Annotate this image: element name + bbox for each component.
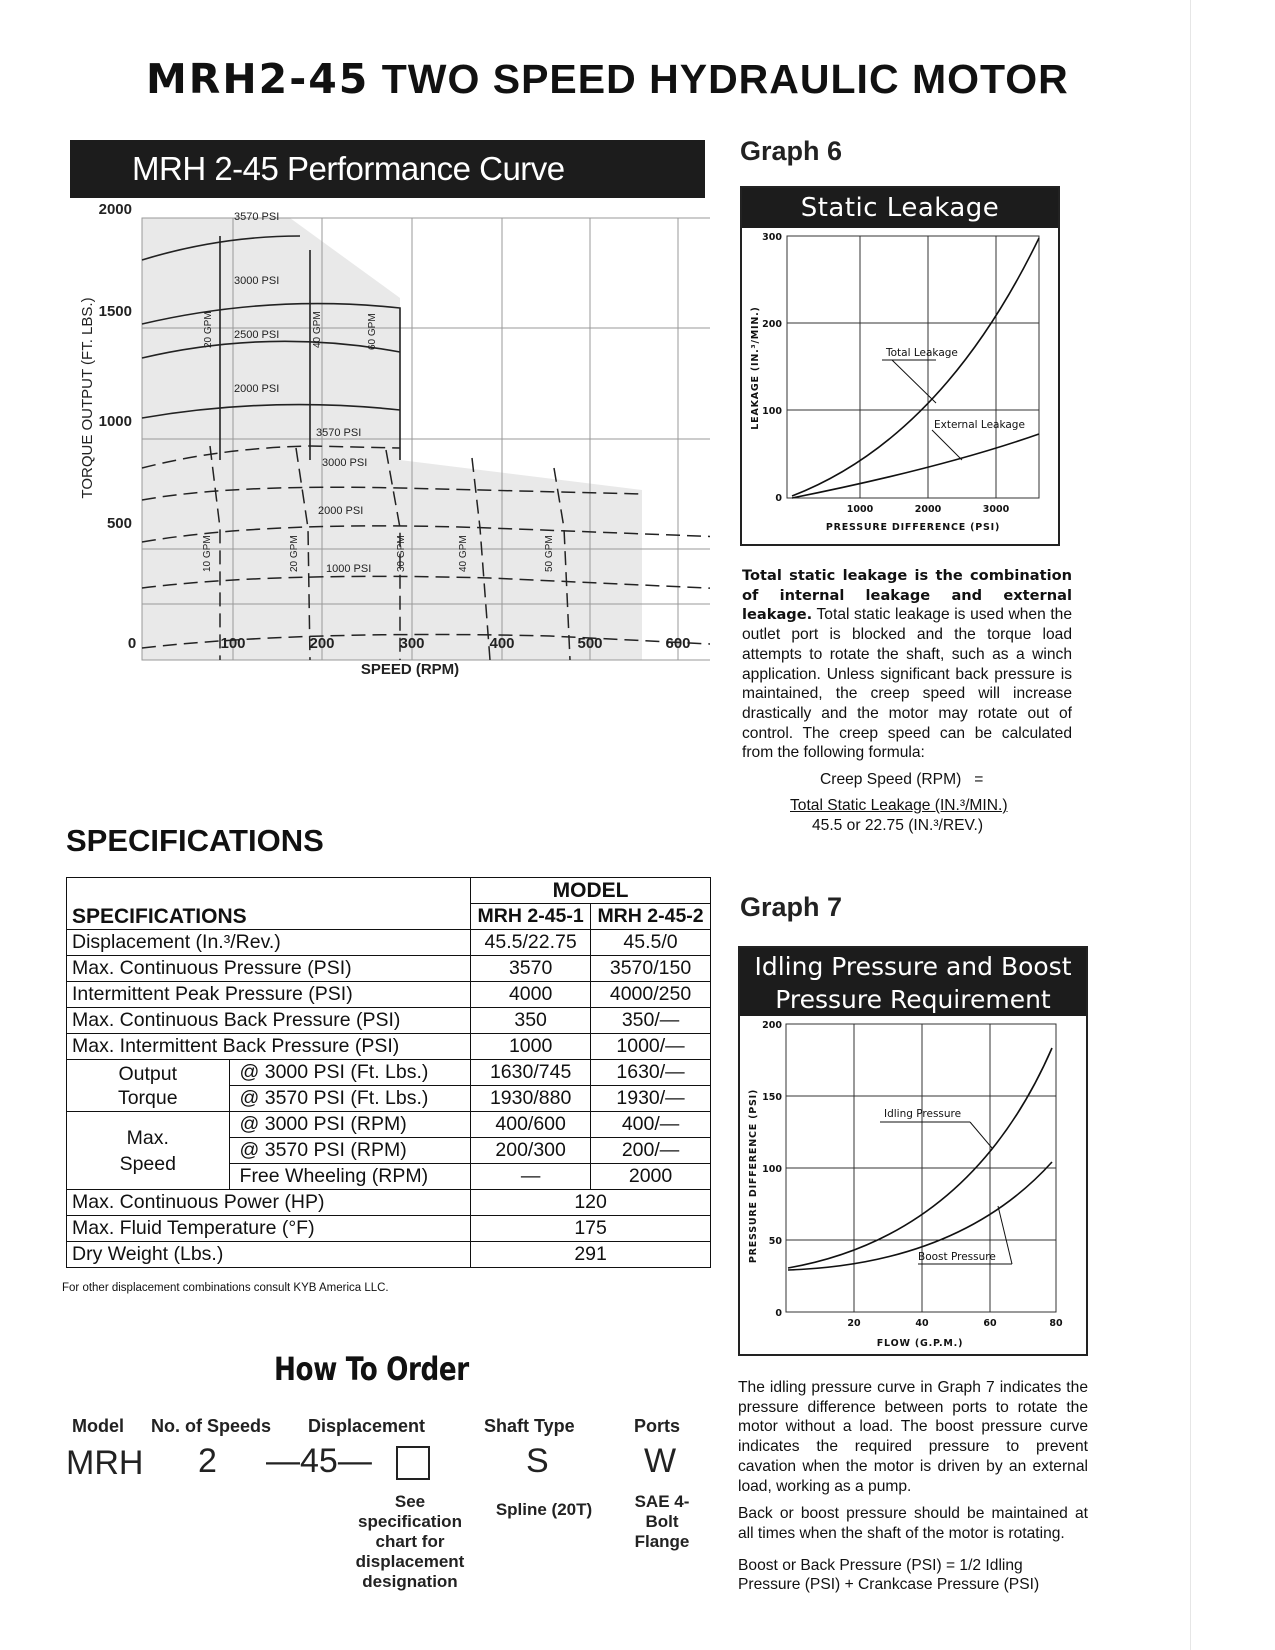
row-v2: 1630/— [591,1060,711,1086]
output-torque-group [67,1060,230,1112]
row-v1: 3570 [471,956,591,982]
g7-y-label: PRESSURE DIFFERENCE (PSI) [748,1088,759,1264]
creep-formula-lhs: Creep Speed (RPM) = [820,771,984,788]
graph7-banner-line1: Idling Pressure and Boost [754,952,1072,981]
row-v1: 1630/745 [471,1060,591,1086]
y-axis-label: TORQUE OUTPUT (FT. LBS.) [79,297,96,499]
graph6-banner [742,188,1058,228]
graph6-label: Graph 6 [740,136,843,166]
graph7-banner [740,948,1086,1016]
y-tick-1000: 1000 [98,413,132,430]
g7-y-50: 50 [768,1236,782,1247]
x-axis-label: SPEED (RPM) [360,661,460,678]
output-torque-label: Output Torque [117,1062,178,1109]
order-speeds-value: 2 [198,1442,217,1480]
table-row [67,1008,711,1034]
table-row [67,956,711,982]
row-label: Max. Intermittent Back Pressure (PSI) [67,1034,471,1060]
order-displacement-value: —45— [266,1442,372,1480]
page-edge-line [1190,0,1191,1650]
spec-col-header-cell [67,878,471,930]
row-label: Intermittent Peak Pressure (PSI) [67,982,471,1008]
table-row [67,1242,711,1268]
ports-note: SAE 4-Bolt Flange [634,1492,690,1551]
x-tick-100: 100 [220,635,246,652]
graph7-banner-line2: Pressure Requirement [775,985,1051,1014]
row-v2: 350/— [591,1008,711,1034]
g6-y-200: 200 [762,319,782,330]
g6-y-100: 100 [762,406,782,417]
gpm-40-lower: 40 GPM [458,535,469,572]
order-label-displacement: Displacement [308,1416,426,1436]
row-label: @ 3570 PSI (Ft. Lbs.) [229,1086,471,1112]
external-leakage-label: External Leakage [934,419,1025,431]
boost-pressure-label: Boost Pressure [918,1251,996,1263]
row-label: Max. Continuous Back Pressure (PSI) [67,1008,471,1034]
x-tick-500: 500 [577,635,603,652]
row-v2: 200/— [591,1138,711,1164]
table-row [67,1216,711,1242]
g7-y-200: 200 [762,1020,782,1031]
psi-2500-upper: 2500 PSI [234,329,280,341]
page-title [146,55,1069,103]
order-shaft-value: S [526,1442,549,1480]
row-v2: 1930/— [591,1086,711,1112]
row-label: @ 3570 PSI (RPM) [229,1138,471,1164]
graph7-y-ticks [762,1020,782,1319]
row-v2: 45.5/0 [591,930,711,956]
row-label: @ 3000 PSI (RPM) [229,1112,471,1138]
displacement-note: See specification chart for displacement designation [355,1492,465,1591]
idling-pressure-label: Idling Pressure [884,1108,962,1120]
leakage-body: Total static leakage is used when the outlet port is blocked and the torque load attempts to rotate the shaft, such as a winch application. Unless significant back pressure is maintained, the creep speed will increase drastically and the motor may rotate out of control. The creep speed can be calculated from the following formula: [742,606,1072,762]
graph7-frame [738,946,1088,1356]
row-label: Dry Weight (Lbs.) [67,1242,471,1268]
order-label-ports: Ports [634,1416,681,1436]
row-label: Displacement (In.³/Rev.) [67,930,471,956]
row-value: 175 [471,1216,711,1242]
order-label-speeds: No. of Speeds [151,1416,272,1436]
g7-y-100: 100 [762,1164,782,1175]
title-text: TWO SPEED HYDRAULIC MOTOR [381,56,1069,102]
idling-paragraph-2: Back or boost pressure should be maintained at all times when the shaft of the motor is rotating. [738,1505,1088,1542]
graph7-label: Graph 7 [740,892,843,922]
performance-curve-title: MRH 2-45 Performance Curve [132,150,565,187]
x-tick-400: 400 [489,635,515,652]
psi-2000-upper: 2000 PSI [234,383,280,395]
total-leakage-curve [792,238,1039,496]
row-label: @ 3000 PSI (Ft. Lbs.) [229,1060,471,1086]
gpm-40-upper: 40 GPM [312,311,323,348]
specifications-heading: SPECIFICATIONS [66,823,324,858]
row-v1: 45.5/22.75 [471,930,591,956]
row-v2: 1000/— [591,1034,711,1060]
row-label: Free Wheeling (RPM) [229,1164,471,1190]
row-v2: 4000/250 [591,982,711,1008]
table-row [67,1034,711,1060]
idling-description [738,1378,1088,1595]
specifications-table [66,877,711,1268]
row-v1: 400/600 [471,1112,591,1138]
psi-1000-lower: 1000 PSI [326,563,372,575]
gpm-30-lower: 30 GPM [396,535,407,572]
gpm-10-lower: 10 GPM [202,535,213,572]
y-tick-1500: 1500 [98,303,132,320]
leakage-bold-sentence: Total static leakage is the combination of internal leakage and external leakage. [742,567,1072,624]
g6-x-1000: 1000 [846,504,874,515]
gpm-20-upper: 20 GPM [203,311,214,348]
g6-y-0: 0 [775,493,782,504]
x-tick-600: 600 [665,635,691,652]
graph6-grid [787,236,1039,498]
x-tick-0: 0 [127,635,137,652]
graph6-banner-text: Static Leakage [800,193,1000,223]
spec-col-header: SPECIFICATIONS [72,905,247,928]
row-v1: — [471,1164,591,1190]
gpm-50-lower: 50 GPM [544,535,555,572]
row-v1: 4000 [471,982,591,1008]
row-v1: 1000 [471,1034,591,1060]
title-model: MRH2-45 [146,55,370,103]
order-model-value: MRH [66,1444,144,1482]
psi-3570-upper: 3570 PSI [234,211,280,223]
row-label: Max. Fluid Temperature (°F) [67,1216,471,1242]
external-leakage-curve [792,434,1039,498]
displacement-checkbox[interactable] [396,1446,430,1480]
g6-x-3000: 3000 [982,504,1010,515]
g6-x-label: PRESSURE DIFFERENCE (PSI) [825,522,1001,533]
order-ports-value: W [644,1442,677,1480]
model1-header: MRH 2-45-1 [471,904,591,930]
g6-x-2000: 2000 [914,504,942,515]
gpm-60-upper: 60 GPM [367,313,378,350]
creep-formula-numerator: Total Static Leakage (IN.³/MIN.) [790,797,1008,814]
psi-3570-lower: 3570 PSI [316,427,362,439]
x-tick-300: 300 [399,635,425,652]
table-row [67,1060,711,1086]
psi-3000-lower: 3000 PSI [322,457,368,469]
table-row [67,878,711,904]
g7-x-label: FLOW (G.P.M.) [876,1338,964,1349]
leakage-description [742,566,1072,763]
graph7-x-ticks [847,1318,1063,1329]
performance-curve-banner [70,140,705,198]
row-v2: 400/— [591,1112,711,1138]
g6-y-300: 300 [762,232,782,243]
table-row [67,982,711,1008]
graph7-pointers [880,1122,1012,1264]
row-v1: 1930/880 [471,1086,591,1112]
table-row [67,1190,711,1216]
table-row [67,930,711,956]
row-value: 291 [471,1242,711,1268]
row-label: Max. Continuous Pressure (PSI) [67,956,471,982]
g6-y-label: LEAKAGE (IN.³/MIN.) [750,306,761,430]
graph6-chart [742,228,1058,544]
how-to-order-heading: How To Order [274,1350,469,1388]
graph7-grid [786,1024,1056,1312]
gpm-20-lower: 20 GPM [289,535,300,572]
idling-pressure-curve [788,1048,1052,1268]
g7-x-60: 60 [983,1318,997,1329]
max-speed-group [67,1112,230,1190]
shaft-note: Spline (20T) [495,1500,593,1519]
performance-curve-chart [70,198,710,718]
row-v2: 3570/150 [591,956,711,982]
order-label-shaft: Shaft Type [484,1416,575,1436]
y-tick-500: 500 [106,515,132,532]
model2-header: MRH 2-45-2 [591,904,711,930]
x-tick-200: 200 [309,635,335,652]
graph7-chart [740,1016,1086,1352]
row-label: Max. Continuous Power (HP) [67,1190,471,1216]
y-tick-2000: 2000 [98,201,132,218]
graph6-frame [740,186,1060,546]
row-v1: 200/300 [471,1138,591,1164]
psi-2000-lower: 2000 PSI [318,505,364,517]
g7-x-20: 20 [847,1318,861,1329]
max-speed-label: Max. Speed [119,1126,176,1175]
g7-y-0: 0 [775,1308,782,1319]
psi-3000-upper: 3000 PSI [234,275,280,287]
creep-formula-denominator: 45.5 or 22.75 (IN.³/REV.) [812,817,984,834]
total-leakage-label: Total Leakage [886,347,958,359]
g7-y-150: 150 [762,1092,782,1103]
graph6-y-ticks [762,232,782,504]
model-header: MODEL [471,878,711,904]
table-row [67,1112,711,1138]
table-footnote: For other displacement combinations consult KYB America LLC. [62,1282,389,1294]
g7-x-80: 80 [1049,1318,1063,1329]
row-value: 120 [471,1190,711,1216]
order-label-model: Model [72,1416,124,1436]
graph6-x-ticks [847,504,1010,515]
row-v1: 350 [471,1008,591,1034]
idling-paragraph-1: The idling pressure curve in Graph 7 indicates the pressure difference between ports to rotate the motor without a load. The boost pressure curve indicates the required pressure to prevent cavation when the motor is driven by an external load, working as a pump. [738,1379,1088,1495]
row-v2: 2000 [591,1164,711,1190]
g7-x-40: 40 [915,1318,929,1329]
idling-paragraph-3: Boost or Back Pressure (PSI) = 1/2 Idling Pressure (PSI) + Crankcase Pressure (PSI) [738,1556,1040,1594]
